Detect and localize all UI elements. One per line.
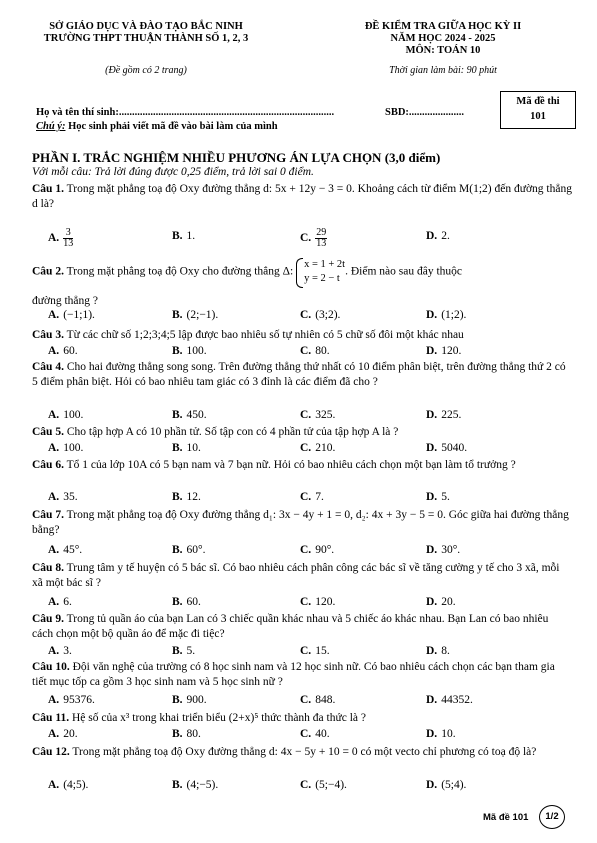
option-b[interactable]: B. 450. bbox=[172, 409, 207, 421]
question-text: Trong mặt phẳng toạ độ Oxy đường thẳng d: 5x + 12y − 3 = 0. Khoảng cách từ điểm M(1;2) đến đường thẳng d là? bbox=[32, 183, 572, 210]
option-a[interactable]: A. 35. bbox=[48, 491, 78, 503]
fraction: $\frac{3}{13}$ bbox=[63, 227, 74, 249]
option-c[interactable]: C. 210. bbox=[300, 442, 336, 454]
option-c[interactable]: C. $\frac{29}{13}$ bbox=[300, 227, 327, 249]
exam-code-box bbox=[500, 91, 576, 129]
options-4 bbox=[48, 409, 568, 423]
option-b[interactable]: B. (4;−5). bbox=[172, 779, 219, 791]
option-d[interactable]: D. (5;4). bbox=[426, 779, 467, 791]
option-d[interactable]: D. 20. bbox=[426, 596, 456, 608]
note-text: Học sinh phải viết mã đề vào bài làm của mình bbox=[65, 121, 278, 132]
question-4: Câu 4. Cho hai đường thẳng song song. Trên đường thẳng thứ nhất có 10 điểm phân biệt, trên đường thẳng thứ 2 có 5 điểm phân biệt. Hỏi có bao nhiêu tam giác có 3 đỉnh là các điểm đã cho ? bbox=[32, 361, 566, 388]
option-d[interactable]: D. 5. bbox=[426, 491, 450, 503]
option-a[interactable]: A. 3. bbox=[48, 645, 72, 657]
options-3 bbox=[48, 345, 568, 359]
fraction: $\frac{29}{13}$ bbox=[316, 227, 327, 249]
equation-system: x = 1 + 2t y = 2 − t bbox=[296, 258, 345, 286]
question-11: Câu 11. Hệ số của x³ trong khai triển biểu (2+x)⁵ thức thành đa thức là ? bbox=[32, 712, 366, 724]
option-a[interactable]: A. 60. bbox=[48, 345, 78, 357]
option-d[interactable]: D. 30°. bbox=[426, 544, 461, 556]
options-12 bbox=[48, 779, 568, 793]
option-c[interactable]: C. 120. bbox=[300, 596, 336, 608]
school-year: NĂM HỌC 2024 - 2025 bbox=[390, 33, 496, 44]
section-title: PHẦN I. TRẮC NGHIỆM NHIỀU PHƯƠNG ÁN LỰA CHỌN (3,0 điểm) bbox=[32, 150, 441, 165]
exam-title: ĐỀ KIỂM TRA GIỮA HỌC KỲ II bbox=[364, 21, 522, 32]
option-c[interactable]: C. 15. bbox=[300, 645, 330, 657]
options-8 bbox=[48, 596, 568, 610]
question-label: Câu 1. bbox=[32, 183, 64, 195]
option-d[interactable]: D. 44352. bbox=[426, 694, 473, 706]
option-b[interactable]: B. 10. bbox=[172, 442, 201, 454]
option-b[interactable]: B. 60°. bbox=[172, 544, 206, 556]
question-9: Câu 9. Trong tủ quần áo của bạn Lan có 3 chiếc quần khác nhau và 5 chiếc áo khác nhau. Bạn Lan có bao nhiêu cách chọn một bộ quần áo để mặc đi tiệc? bbox=[32, 613, 549, 640]
option-d[interactable]: D. 8. bbox=[426, 645, 450, 657]
option-a[interactable]: A. (4;5). bbox=[48, 779, 89, 791]
options-2 bbox=[48, 309, 568, 323]
option-c[interactable]: C. 7. bbox=[300, 491, 324, 503]
question-7: Câu 7. Trong mặt phẳng toạ độ Oxy đường thẳng d₁: 3x − 4y + 1 = 0, d₂: 4x + 3y − 5 = 0. Góc giữa hai đường thẳng bằng? bbox=[32, 509, 569, 536]
question-2-line2: đường thẳng ? bbox=[32, 295, 98, 307]
option-a[interactable]: A. 45°. bbox=[48, 544, 83, 556]
student-name-field: Họ và tên thí sinh:.................................................................................. bbox=[36, 107, 335, 118]
option-d[interactable]: D. 2. bbox=[426, 230, 450, 242]
page-number: 1/2 bbox=[539, 805, 565, 829]
option-a[interactable]: A. $\frac{3}{13}$ bbox=[48, 227, 74, 249]
option-a[interactable]: A. 100. bbox=[48, 409, 84, 421]
option-d[interactable]: D. 120. bbox=[426, 345, 462, 357]
question-1 bbox=[32, 182, 572, 211]
options-10 bbox=[48, 694, 568, 708]
option-b[interactable]: B. (2;−1). bbox=[172, 309, 219, 321]
section-subtitle: Với mỗi câu: Trả lời đúng được 0,25 điểm, trả lời sai 0 điểm. bbox=[32, 166, 314, 178]
school-name: TRƯỜNG THPT THUẬN THÀNH SỐ 1, 2, 3 bbox=[43, 33, 249, 44]
department-name: SỞ GIÁO DỤC VÀ ĐÀO TẠO BẮC NINH bbox=[49, 21, 243, 32]
question-6: Câu 6. Tổ 1 của lớp 10A có 5 bạn nam và 7 bạn nữ. Hỏi có bao nhiêu cách chọn một bạn làm tổ trưởng ? bbox=[32, 459, 516, 471]
note bbox=[36, 121, 278, 132]
options-6 bbox=[48, 491, 568, 505]
question-10: Câu 10. Đội văn nghệ của trường có 8 học sinh nam và 12 học sinh nữ. Có bao nhiêu cách chọn các bạn tham gia tiết mục tốp ca gồm 3 học sinh nam và 5 học sinh nữ ? bbox=[32, 661, 555, 688]
option-c[interactable]: C. (5;−4). bbox=[300, 779, 347, 791]
note-label: Chú ý: bbox=[36, 121, 66, 132]
exam-code-value: 101 bbox=[530, 111, 546, 122]
question-2: Câu 2. Trong mặt phẳng toạ độ Oxy cho đường thẳng Δ: x = 1 + 2t y = 2 − t . Điểm nào sau đây thuộc bbox=[32, 258, 572, 286]
subject: MÔN: TOÁN 10 bbox=[405, 45, 481, 56]
footer-exam-code: Mã đề 101 bbox=[483, 812, 529, 823]
option-b[interactable]: B. 12. bbox=[172, 491, 201, 503]
option-b[interactable]: B. 60. bbox=[172, 596, 201, 608]
option-b[interactable]: B. 5. bbox=[172, 645, 196, 657]
option-d[interactable]: D. 5040. bbox=[426, 442, 468, 454]
options-7 bbox=[48, 544, 568, 558]
option-c[interactable]: C. 90°. bbox=[300, 544, 335, 556]
option-b[interactable]: B. 900. bbox=[172, 694, 207, 706]
time-allowed: Thời gian làm bài: 90 phút bbox=[389, 65, 497, 76]
question-5: Câu 5. Cho tập hợp A có 10 phần tử. Số tập con có 4 phần tử của tập hợp A là ? bbox=[32, 426, 399, 438]
options-5 bbox=[48, 442, 568, 456]
option-c[interactable]: C. 848. bbox=[300, 694, 336, 706]
page-count-note: (Đề gồm có 2 trang) bbox=[105, 65, 187, 76]
option-a[interactable]: A. (−1;1). bbox=[48, 309, 95, 321]
exam-code-label: Mã đề thi bbox=[516, 96, 560, 107]
option-c[interactable]: C. 80. bbox=[300, 345, 330, 357]
option-a[interactable]: A. 6. bbox=[48, 596, 72, 608]
option-b[interactable]: B. 1. bbox=[172, 230, 196, 242]
options-1 bbox=[48, 227, 568, 249]
options-11 bbox=[48, 728, 568, 742]
option-c[interactable]: C. (3;2). bbox=[300, 309, 341, 321]
question-12: Câu 12. Trong mặt phẳng toạ độ Oxy đường thẳng d: 4x − 5y + 10 = 0 có một vecto chỉ phương có toạ độ là? bbox=[32, 746, 537, 758]
student-id-field: SBD:..................... bbox=[385, 107, 465, 118]
option-b[interactable]: B. 100. bbox=[172, 345, 207, 357]
options-9 bbox=[48, 645, 568, 659]
option-d[interactable]: D. (1;2). bbox=[426, 309, 467, 321]
option-a[interactable]: A. 95376. bbox=[48, 694, 95, 706]
question-8: Câu 8. Trung tâm y tế huyện có 5 bác sĩ. Có bao nhiêu cách phân công các bác sĩ về tăng cường y tế cho 3 xã, mỗi xã một bác sĩ ? bbox=[32, 562, 560, 589]
option-a[interactable]: A. 100. bbox=[48, 442, 84, 454]
option-c[interactable]: C. 325. bbox=[300, 409, 336, 421]
option-c[interactable]: C. 40. bbox=[300, 728, 330, 740]
option-d[interactable]: D. 10. bbox=[426, 728, 456, 740]
option-a[interactable]: A. 20. bbox=[48, 728, 78, 740]
option-d[interactable]: D. 225. bbox=[426, 409, 462, 421]
option-b[interactable]: B. 80. bbox=[172, 728, 201, 740]
question-3: Câu 3. Từ các chữ số 1;2;3;4;5 lập được bao nhiêu số tự nhiên có 5 chữ số đôi một khác nhau bbox=[32, 329, 464, 341]
